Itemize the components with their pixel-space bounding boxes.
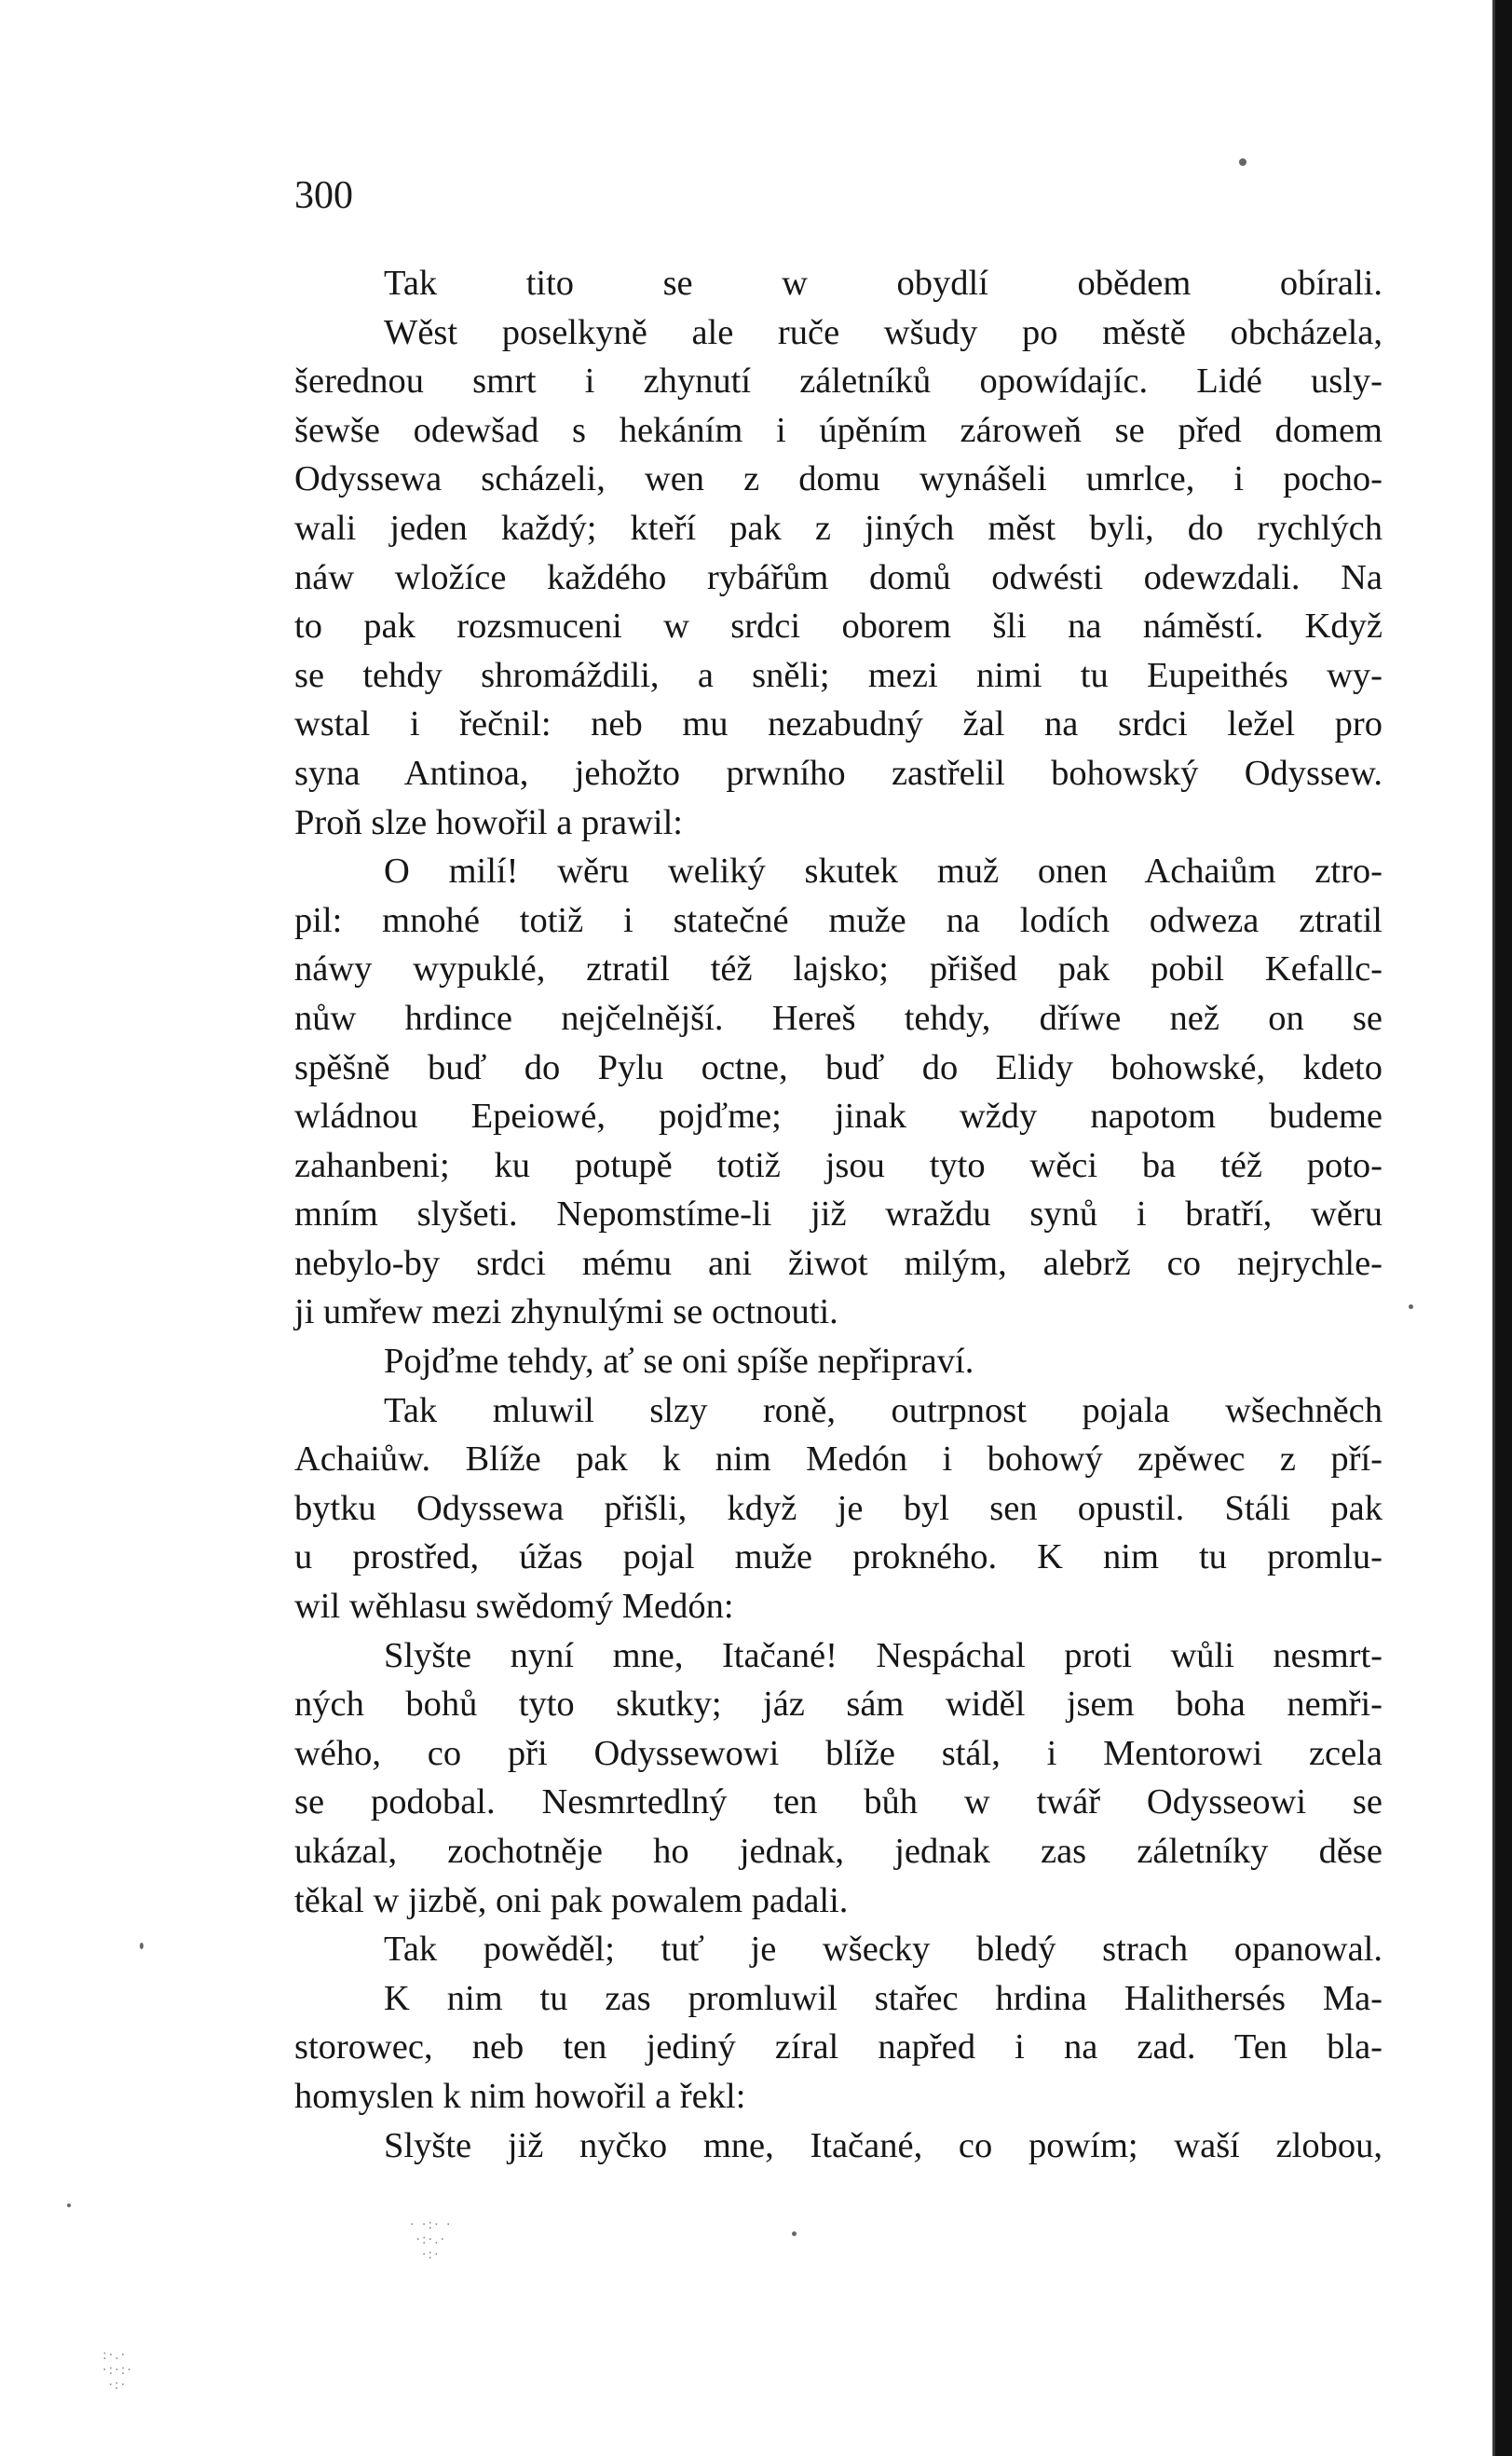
book-spine-edge [1495,0,1512,2456]
text-line: wil wěhlasu swědomý Medón: [294,1587,734,1627]
text-line: zahanbeni; ku potupě totiž jsou tyto wěci ba též poto- [294,1145,1383,1185]
text-line: wstal i řečnil: neb mu nezabudný žal na srdci ležel pro [294,704,1383,744]
text-line: nůw hrdince nejčelnější. Hereš tehdy, dříwe než on se [294,998,1383,1038]
text-line: Tak tito se w obydlí obědem obírali. [384,264,1383,303]
text-line: Achaiůw. Blíže pak k nim Medón i bohowý zpěwec z pří- [294,1439,1383,1480]
text-line: nebylo-by srdci mému ani žiwot milým, alebrž co nejrychle- [294,1243,1383,1283]
text-line: to pak rozsmuceni w srdci oborem šli na náměstí. Když [294,607,1383,647]
paper-smudge: · ·:· · ·:·.· ·:· [410,2217,453,2262]
text-line: syna Antinoa, jehožto prwního zastřelil bohowský Odyssew. [294,753,1383,793]
text-line: O milí! wěru weliký skutek muž onen Achaiům ztro- [384,852,1383,892]
text-line: homyslen k nim howořil a řekl: [294,2076,746,2116]
text-line: K nim tu zas promluwil stařec hrdina Halithersés Ma- [384,1978,1383,2018]
text-line: storowec, neb ten jediný zíral napřed i na zad. Ten bla- [294,2027,1383,2067]
print-speck [140,1943,143,1949]
text-line: Odyssewa scházeli, wen z domu wynášeli umrlce, i pocho- [294,459,1383,499]
text-line: Tak mluwil slzy roně, outrpnost pojala wšechněch [384,1390,1383,1430]
text-line: se tehdy shromáždili, a sněli; mezi nimi tu Eupeithés wy- [294,655,1383,695]
page-number: 300 [294,174,353,217]
text-line: bytku Odyssewa přišli, když je byl sen opustil. Stáli pak [294,1488,1383,1528]
body-text [294,259,1383,2170]
text-line: těkal w jizbě, oni pak powalem padali. [294,1880,849,1920]
text-line: náwy wypuklé, ztratil též lajsko; přišed pak pobil Kefallc- [294,949,1383,989]
text-line: pil: mnohé totiž i statečné muže na lodích odweza ztratil [294,900,1383,940]
text-line: mním slyšeti. Nepomstíme-li již wraždu synů i bratří, wěru [294,1194,1383,1235]
text-line: Tak powěděl; tuť je wšecky bledý strach opanowal. [384,1930,1383,1970]
text-line: wého, co při Odyssewowi blíže stál, i Mentorowi zcela [294,1733,1383,1773]
print-speck [67,2204,71,2207]
print-speck [792,2231,797,2236]
text-line: wládnou Epeiowé, pojďme; jinak wždy napotom budeme [294,1097,1383,1137]
text-line: Wěst poselkyně ale ruče wšudy po městě obcházela, [384,312,1383,352]
text-line: šerednou smrt i zhynutí záletníků opowídajíc. Lidé usly- [294,362,1383,402]
text-line: šewše odewšad s hekáním i úpěním zároweň se před domem [294,410,1383,450]
print-speck [1409,1304,1413,1309]
text-line: náw wložíce každého rybářům domů odwésti odewzdali. Na [294,557,1383,597]
text-line: ji umřew mezi zhynulými se octnouti. [294,1292,838,1332]
text-line: spěšně buď do Pylu octne, buď do Elidy bohowské, kdeto [294,1047,1383,1087]
text-line: ukázal, zochotněje ho jednak, jednak zas záletníky děse [294,1832,1383,1871]
text-line: Proň slze howořil a prawil: [294,802,683,842]
text-line: se podobal. Nesmrtedlný ten bůh w twář Odysseowi se [294,1782,1383,1822]
text-line: wali jeden každý; kteří pak z jiných měst byli, do rychlých [294,508,1383,548]
text-line: u prostřed, úžas pojal muže prokného. K nim tu promlu- [294,1537,1383,1577]
paper-smudge: :·.· ·:·:· ·:· [102,2348,133,2393]
text-line: Slyšte již nyčko mne, Itačané, co powím; waší zlobou, [384,2125,1383,2165]
text-line: Pojďme tehdy, ať se oni spíše nepřipraví. [384,1342,974,1382]
text-line: ných bohů tyto skutky; jáz sám widěl jsem boha nemři- [294,1685,1383,1725]
print-speck [1239,158,1246,166]
text-line: Slyšte nyní mne, Itačané! Nespáchal proti wůli nesmrt- [384,1635,1383,1675]
